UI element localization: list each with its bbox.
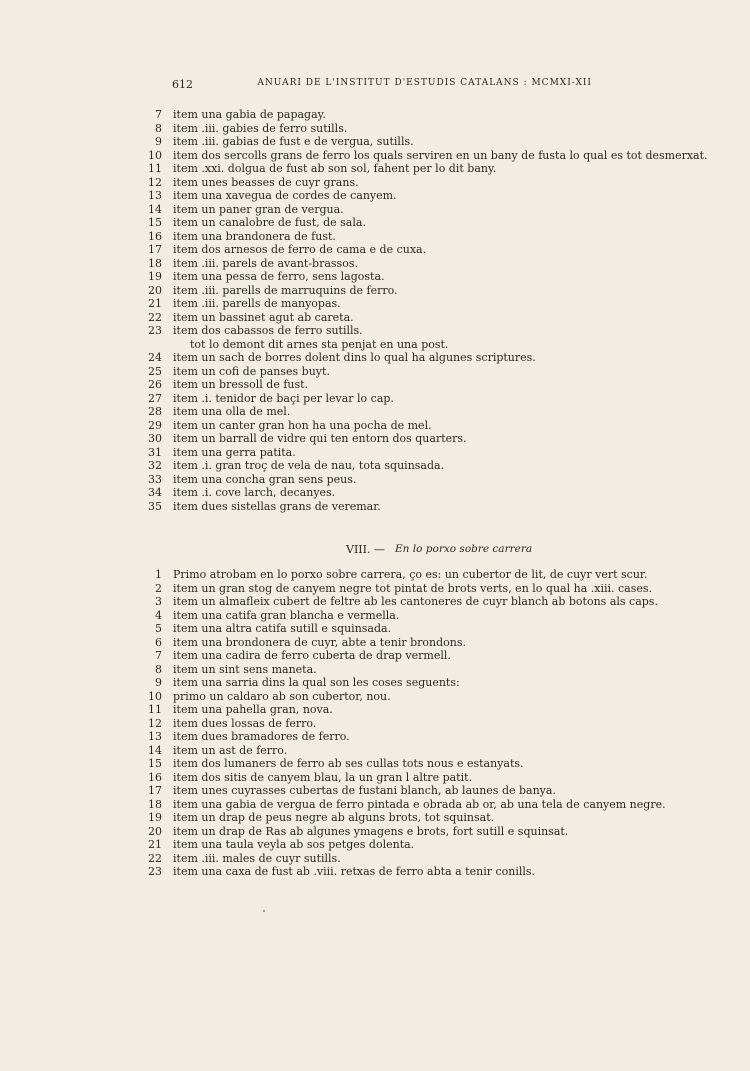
item-number: 12 <box>148 716 162 730</box>
item-number: 35 <box>148 499 162 513</box>
item-number: 21 <box>148 838 162 851</box>
item-text: item un sach de borres dolent dins lo qual ha algunes scriptures. <box>173 351 536 364</box>
item-text: item .iii. parels de avant-brassos. <box>173 256 358 270</box>
item-text: item un gran stog de canyem negre tot pintat de brots verts, en lo qual ha .xiii. cases. <box>173 581 653 595</box>
running-head: ANUARI DE L'INSTITUT D'ESTUDIS CATALANS : MCMXI-XII <box>257 78 592 88</box>
item-text: item un sint sens maneta. <box>173 662 317 676</box>
item-number: 27 <box>148 391 162 405</box>
item-number: 9 <box>155 135 162 148</box>
item-text: item un cofi de panses buyt. <box>173 364 330 378</box>
item-number: 21 <box>148 297 162 310</box>
item-text: item un bassinet agut ab careta. <box>173 310 354 324</box>
item-number: 12 <box>148 175 162 189</box>
item-number: 13 <box>148 730 162 743</box>
item-number: 6 <box>155 635 162 649</box>
item-text: item una caxa de fust ab .viii. retxas de ferro abta a tenir conills. <box>173 865 536 878</box>
item-number: 3 <box>155 595 162 608</box>
item-number: 20 <box>148 283 162 297</box>
item-text: item un drap de Ras ab algunes ymagens e brots, fort sutill e squinsat. <box>173 824 569 838</box>
item-text: item una gerra patita. <box>173 445 296 459</box>
item-text: item una brandonera de fust. <box>173 229 336 243</box>
item-number: 9 <box>155 676 162 689</box>
item-text: item .i. cove larch, decanyes. <box>173 486 336 499</box>
item-number: 13 <box>148 189 162 202</box>
item-text: item .iii. males de cuyr sutills. <box>173 851 341 865</box>
item-number: 32 <box>148 459 162 472</box>
item-text: item dues sistellas grans de veremar. <box>173 499 381 513</box>
item-text: item .iii. gabies de ferro sutills. <box>173 121 348 135</box>
item-text: item una gabia de papagay. <box>173 108 326 121</box>
item-number: 5 <box>155 622 162 635</box>
item-number: 2 <box>155 581 162 595</box>
item-text: item una pessa de ferro, sens lagosta. <box>173 270 385 283</box>
item-number: 8 <box>155 662 162 676</box>
page-number: 612 <box>172 78 193 91</box>
item-number: 28 <box>148 405 162 418</box>
item-text: item dues lossas de ferro. <box>173 716 317 730</box>
item-number: 23 <box>148 324 162 337</box>
item-text: item una catifa gran blancha e vermella. <box>173 608 400 622</box>
item-number: 16 <box>148 770 162 784</box>
item-number: 11 <box>148 162 162 175</box>
item-text: item una altra catifa sutill e squinsada. <box>173 622 392 635</box>
item-number: 14 <box>148 202 162 216</box>
item-text: item dos cabassos de ferro sutills. <box>173 324 363 337</box>
item-text: item dos sitis de canyem blau, la un gran l altre patit. <box>173 770 473 784</box>
item-number: 29 <box>148 418 162 432</box>
item-number: 15 <box>148 216 162 229</box>
item-text: item una taula veyla ab sos petges dolenta. <box>173 838 415 851</box>
item-text: item un paner gran de vergua. <box>173 202 344 216</box>
section-title: En lo porxo sobre carrera <box>395 543 533 555</box>
item-text: item una concha gran sens peus. <box>173 472 357 486</box>
item-number: 17 <box>148 243 162 256</box>
item-text: item un drap de peus negre ab alguns brots, tot squinsat. <box>173 811 495 824</box>
item-number: 8 <box>155 121 162 135</box>
item-text: item una cadira de ferro cuberta de drap vermell. <box>173 649 451 662</box>
item-number: 16 <box>148 229 162 243</box>
item-number: 20 <box>148 824 162 838</box>
section-number: VIII. — <box>346 543 385 556</box>
item-number: 10 <box>148 689 162 703</box>
item-number: 10 <box>148 148 162 162</box>
item-number: 22 <box>148 310 162 324</box>
item-text: item dos lumaners de ferro ab ses cullas tots nous e estanyats. <box>173 757 524 770</box>
item-number: 22 <box>148 851 162 865</box>
item-text: item una gabia de vergua de ferro pintada e obrada ab or, ab una tela de canyem negre. <box>173 797 666 811</box>
item-text: item un bressoll de fust. <box>173 378 309 391</box>
section-heading <box>0 543 750 557</box>
item-number: 7 <box>155 108 162 121</box>
item-text: item una pahella gran, nova. <box>173 703 333 716</box>
paper-speck <box>263 910 265 912</box>
item-text: item una sarria dins la qual son les coses seguents: <box>173 676 460 689</box>
item-text: item .iii. gabias de fust e de vergua, sutills. <box>173 135 414 148</box>
item-number: 26 <box>148 378 162 391</box>
item-text: item un ast de ferro. <box>173 743 288 757</box>
item-text: item dues bramadores de ferro. <box>173 730 350 743</box>
item-number: 15 <box>148 757 162 770</box>
item-number: 18 <box>148 256 162 270</box>
item-number: 4 <box>155 608 162 622</box>
item-text: item un barrall de vidre qui ten entorn dos quarters. <box>173 432 467 445</box>
item-text: item unes cuyrasses cubertas de fustani blanch, ab launes de banya. <box>173 784 556 797</box>
item-text: item unes beasses de cuyr grans. <box>173 175 359 189</box>
item-text: tot lo demont dit arnes sta penjat en una post. <box>190 337 449 351</box>
item-text: item una olla de mel. <box>173 405 291 418</box>
item-text: item .iii. parells de manyopas. <box>173 297 341 310</box>
item-text: item .xxi. dolgua de fust ab son sol, fahent per lo dit bany. <box>173 162 497 175</box>
item-text: item un canter gran hon ha una pocha de mel. <box>173 418 432 432</box>
item-text: Primo atrobam en lo porxo sobre carrera, ço es: un cubertor de lit, de cuyr vert scur. <box>173 568 648 581</box>
item-text: item .iii. parells de marruquins de ferro. <box>173 283 398 297</box>
item-text: item dos sercolls grans de ferro los quals serviren en un bany de fusta lo qual es tot desmerxat. <box>173 148 708 162</box>
item-text: item .i. tenidor de baçi per levar lo cap. <box>173 391 394 405</box>
item-number: 34 <box>148 486 162 499</box>
item-number: 17 <box>148 784 162 797</box>
item-text: item dos arnesos de ferro de cama e de cuxa. <box>173 243 427 256</box>
item-number: 25 <box>148 364 162 378</box>
item-number: 7 <box>155 649 162 662</box>
item-text: item una xavegua de cordes de canyem. <box>173 189 397 202</box>
item-text: item una brondonera de cuyr, abte a tenir brondons. <box>173 635 466 649</box>
item-number: 31 <box>148 445 162 459</box>
item-number: 30 <box>148 432 162 445</box>
item-number: 14 <box>148 743 162 757</box>
item-number: 24 <box>148 351 162 364</box>
item-number: 1 <box>155 568 162 581</box>
item-text: primo un caldaro ab son cubertor, nou. <box>173 689 391 703</box>
item-text: item .i. gran troç de vela de nau, tota squinsada. <box>173 459 445 472</box>
item-number: 33 <box>148 472 162 486</box>
item-text: item un canalobre de fust, de sala. <box>173 216 366 229</box>
item-number: 19 <box>148 811 162 824</box>
item-number: 19 <box>148 270 162 283</box>
item-number: 11 <box>148 703 162 716</box>
item-number: 18 <box>148 797 162 811</box>
item-text: item un almafleix cubert de feltre ab les cantoneres de cuyr blanch ab botons als caps. <box>173 595 658 608</box>
item-number: 23 <box>148 865 162 878</box>
